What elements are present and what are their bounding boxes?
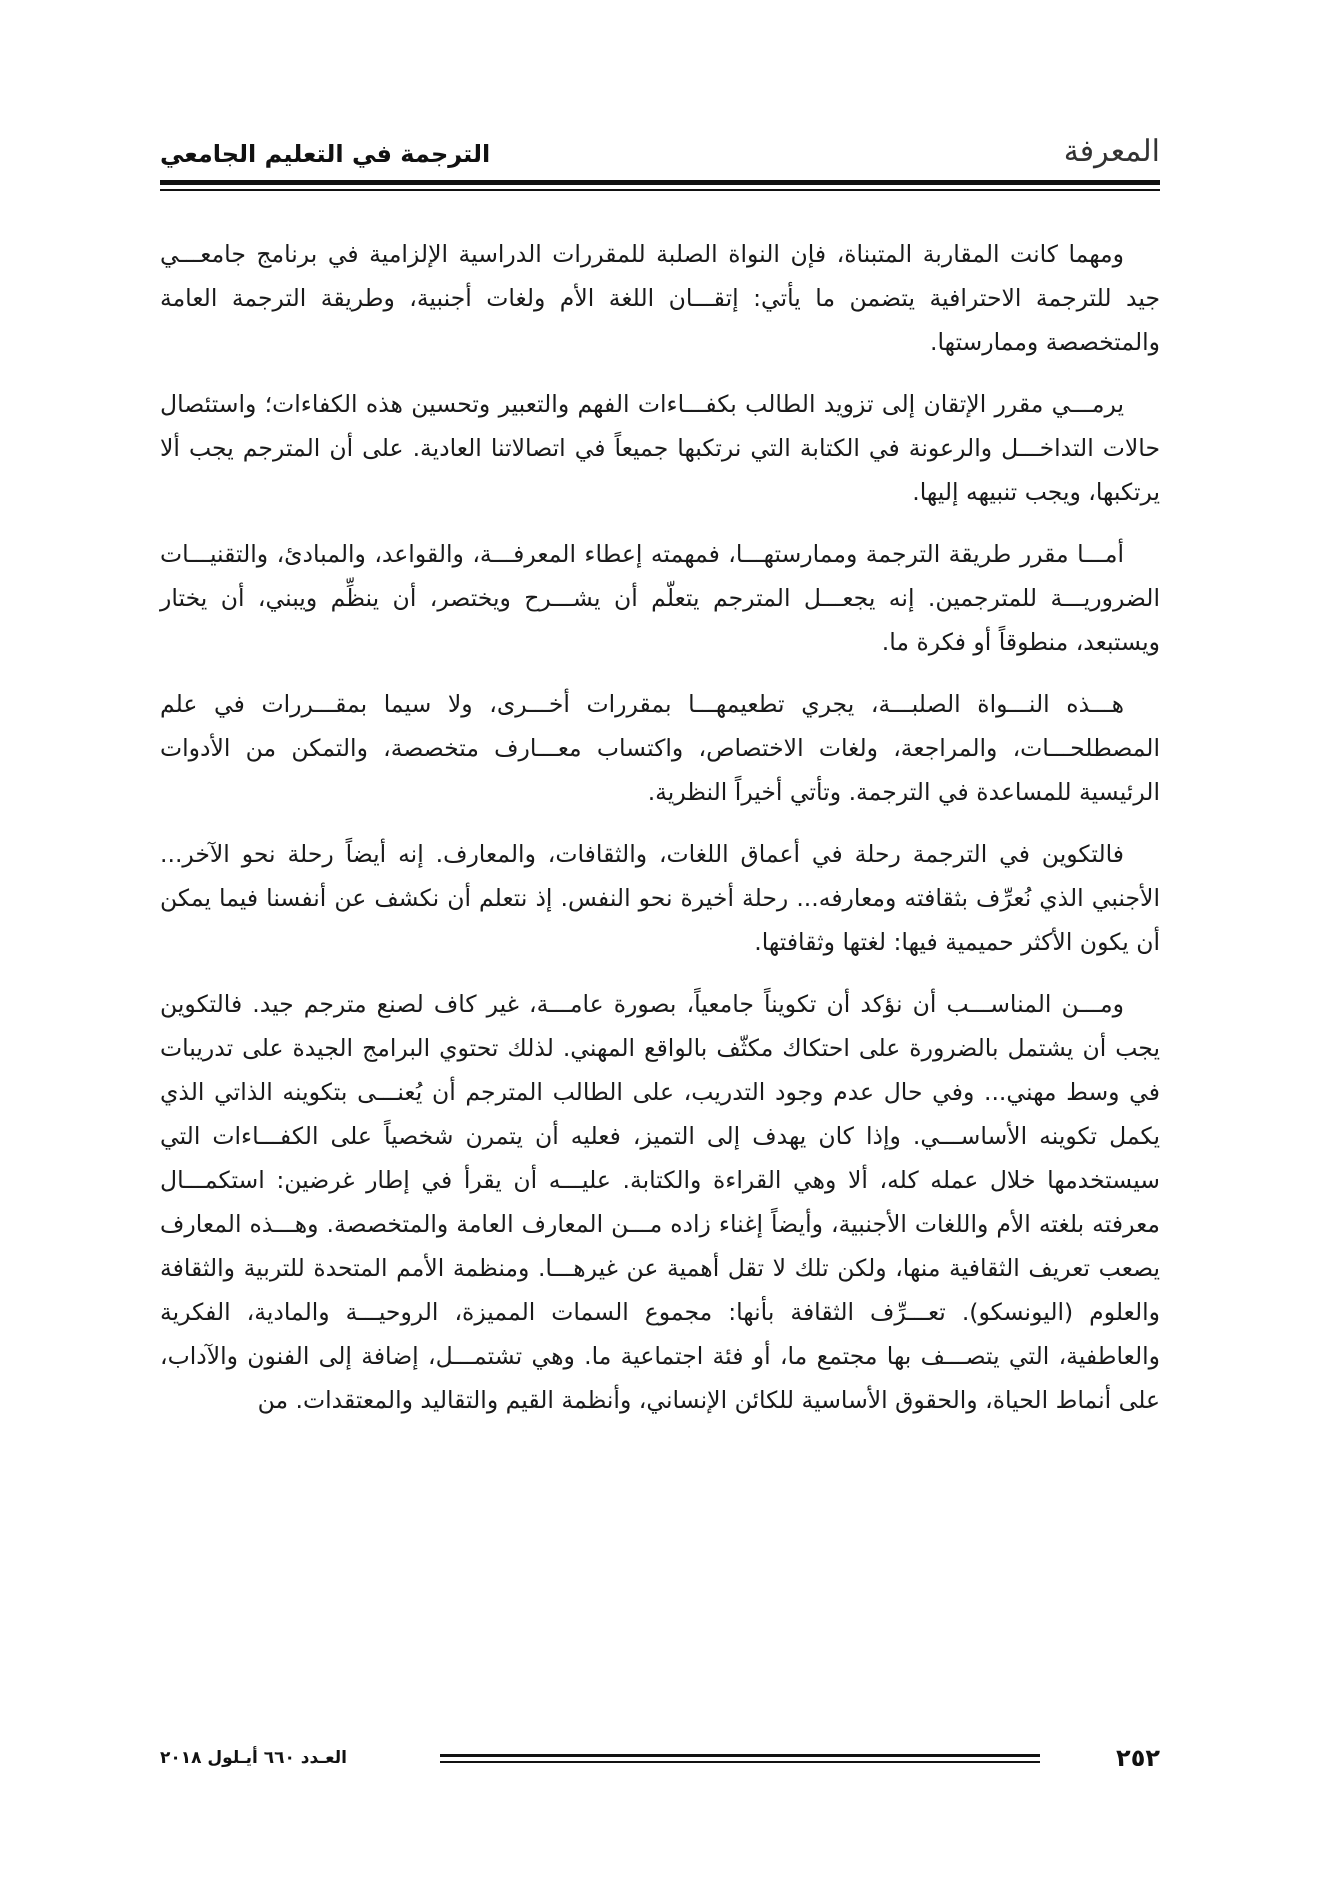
paragraph: يرمـــي مقرر الإتقان إلى تزويد الطالب بكفـــاءات الفهم والتعبير وتحسين هذه الكفاءات؛ واستئصال حالات التداخـــل والرعونة في الكتابة التي نرتكبها جميعاً في اتصالاتنا العادية. على أن المترجم يجب ألا يرتكبها، ويجب تنبيهه إليها. (160, 390, 1160, 506)
page-header (160, 128, 1160, 188)
footer-rule-thin (440, 1761, 1040, 1763)
article-body (160, 232, 1160, 1422)
running-title: الترجمة في التعليم الجامعي (160, 140, 491, 168)
page-footer (160, 1744, 1160, 1784)
paragraph: هـــذه النـــواة الصلبـــة، يجري تطعيمهـــا بمقررات أخـــرى، ولا سيما بمقـــررات في علم المصطلحـــات، والمراجعة، ولغات الاختصاص، واكتساب معـــارف متخصصة، والتمكن من الأدوات الرئيسية للمساعدة في الترجمة. وتأتي أخيراً النظرية. (160, 690, 1160, 806)
header-rule-thin (160, 189, 1160, 191)
paragraph: ومهما كانت المقاربة المتبناة، فإن النواة الصلبة للمقررات الدراسية الإلزامية في برنامج جامعـــي جيد للترجمة الاحترافية يتضمن ما يأتي: إتقـــان اللغة الأم ولغات أجنبية، وطريقة الترجمة العامة والمتخصصة وممارستها. (160, 240, 1160, 356)
paragraph: أمـــا مقرر طريقة الترجمة وممارستهـــا، فمهمته إعطاء المعرفـــة، والقواعد، والمبادئ، والتقنيـــات الضروريـــة للمترجمين. إنه يجعـــل المترجم يتعلّم أن يشـــرح ويختصر، أن ينظِّم ويبني، أن يختار ويستبعد، منطوقاً أو فكرة ما. (160, 540, 1160, 656)
page-number: ٢٥٢ (1116, 1744, 1160, 1772)
footer-rule-thick (440, 1754, 1040, 1757)
issue-info: العـدد ٦٦٠ أيـلول ٢٠١٨ (160, 1748, 347, 1768)
paragraph: ومـــن المناســـب أن نؤكد أن تكويناً جامعياً، بصورة عامـــة، غير كاف لصنع مترجم جيد. فالتكوين يجب أن يشتمل بالضرورة على احتكاك مكثّف بالواقع المهني. لذلك تحتوي البرامج الجيدة على تدريبات في وسط مهني... وفي حال عدم وجود التدريب، على الطالب المترجم أن يُعنـــى بتكوينه الذاتي الذي يكمل تكوينه الأساســـي. وإذا كان يهدف إلى التميز، فعليه أن يتمرن شخصياً على الكفـــاءات التي سيستخدمها خلال عمله كله، ألا وهي القراءة والكتابة. عليـــه أن يقرأ في إطار غرضين: استكمـــال معرفته بلغته الأم واللغات الأجنبية، وأيضاً إغناء زاده مـــن المعارف العامة والمتخصصة. وهـــذه المعارف يصعب تعريف الثقافية منها، ولكن تلك لا تقل أهمية عن غيرهـــا. ومنظمة الأمم المتحدة للتربية والثقافة والعلوم (اليونسكو). تعـــرِّف الثقافة بأنها: مجموع السمات المميزة، الروحيـــة والمادية، الفكرية والعاطفية، التي يتصـــف بها مجتمع ما، أو فئة اجتماعية ما. وهي تشتمـــل، إضافة إلى الفنون والآداب، على أنماط الحياة، والحقوق الأساسية للكائن الإنساني، وأنظمة القيم والتقاليد والمعتقدات. من (160, 990, 1160, 1414)
magazine-logo: المعرفة (1063, 134, 1160, 169)
header-rule-thick (160, 180, 1160, 185)
paragraph: فالتكوين في الترجمة رحلة في أعماق اللغات، والثقافات، والمعارف. إنه أيضاً رحلة نحو الآخر... الأجنبي الذي نُعرِّف بثقافته ومعارفه... رحلة أخيرة نحو النفس. إذ نتعلم أن نكشف عن أنفسنا فيما يمكن أن يكون الأكثر حميمية فيها: لغتها وثقافتها. (160, 840, 1160, 956)
